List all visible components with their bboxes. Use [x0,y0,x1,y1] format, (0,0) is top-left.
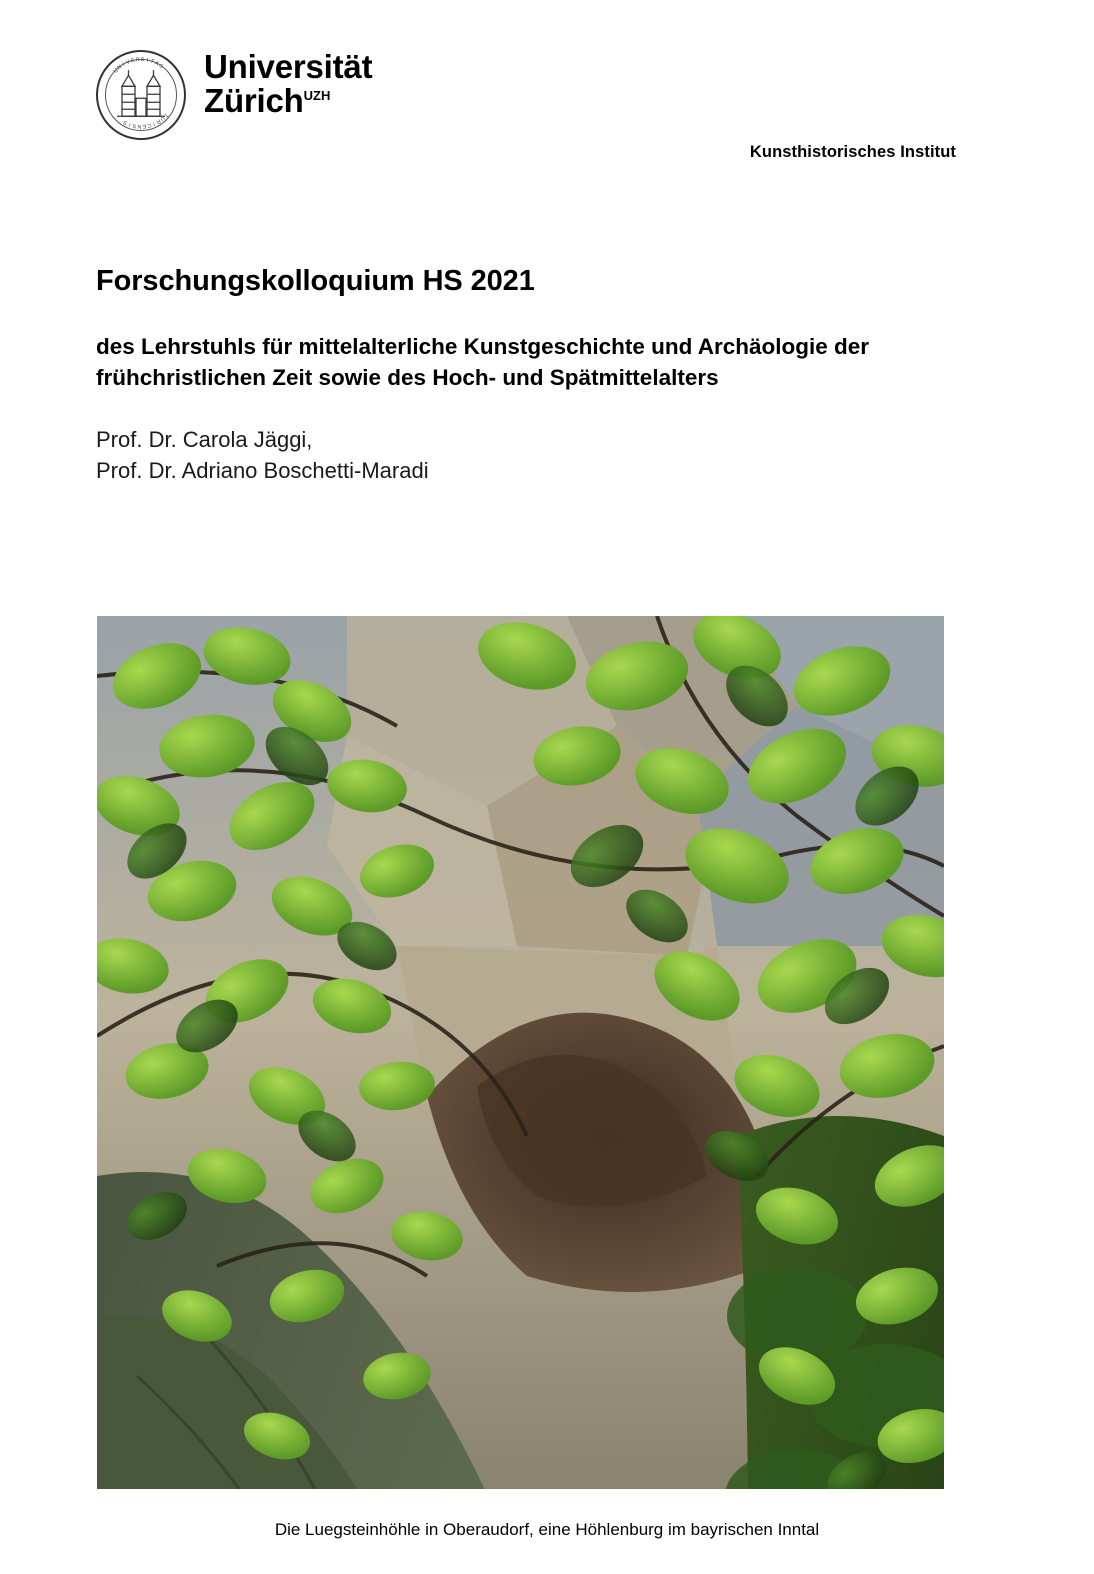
title-block [96,265,906,486]
wordmark-superscript: UZH [303,87,331,103]
page-header [0,50,1094,170]
wordmark-line-1: Universität [204,48,373,85]
university-seal-icon [96,50,186,140]
page-title: Forschungskolloquium HS 2021 [96,265,535,297]
author-line-2: Prof. Dr. Adriano Boschetti-Maradi [96,457,429,483]
photo-illustration [97,616,944,1489]
figure-caption: Die Luegsteinhöhle in Oberaudorf, eine Höhlenburg im bayrischen Inntal [274,1520,820,1539]
author-list [96,424,906,486]
cover-photograph [97,616,944,1489]
page-subtitle: des Lehrstuhls für mittelalterliche Kunstgeschichte und Archäologie der frühchristlichen Zeit sowie des Hoch- und Spätmittelalters [96,334,870,390]
institute-name: Kunsthistorisches Institut [749,143,956,161]
wordmark-line-2: Zürich [204,81,304,119]
uzh-logo [96,50,372,140]
uzh-wordmark [204,50,372,117]
seal-lettering: U N I V E R S I T A S T U R I C E N S I S [112,56,170,130]
author-line-1: Prof. Dr. Carola Jäggi, [96,426,313,452]
